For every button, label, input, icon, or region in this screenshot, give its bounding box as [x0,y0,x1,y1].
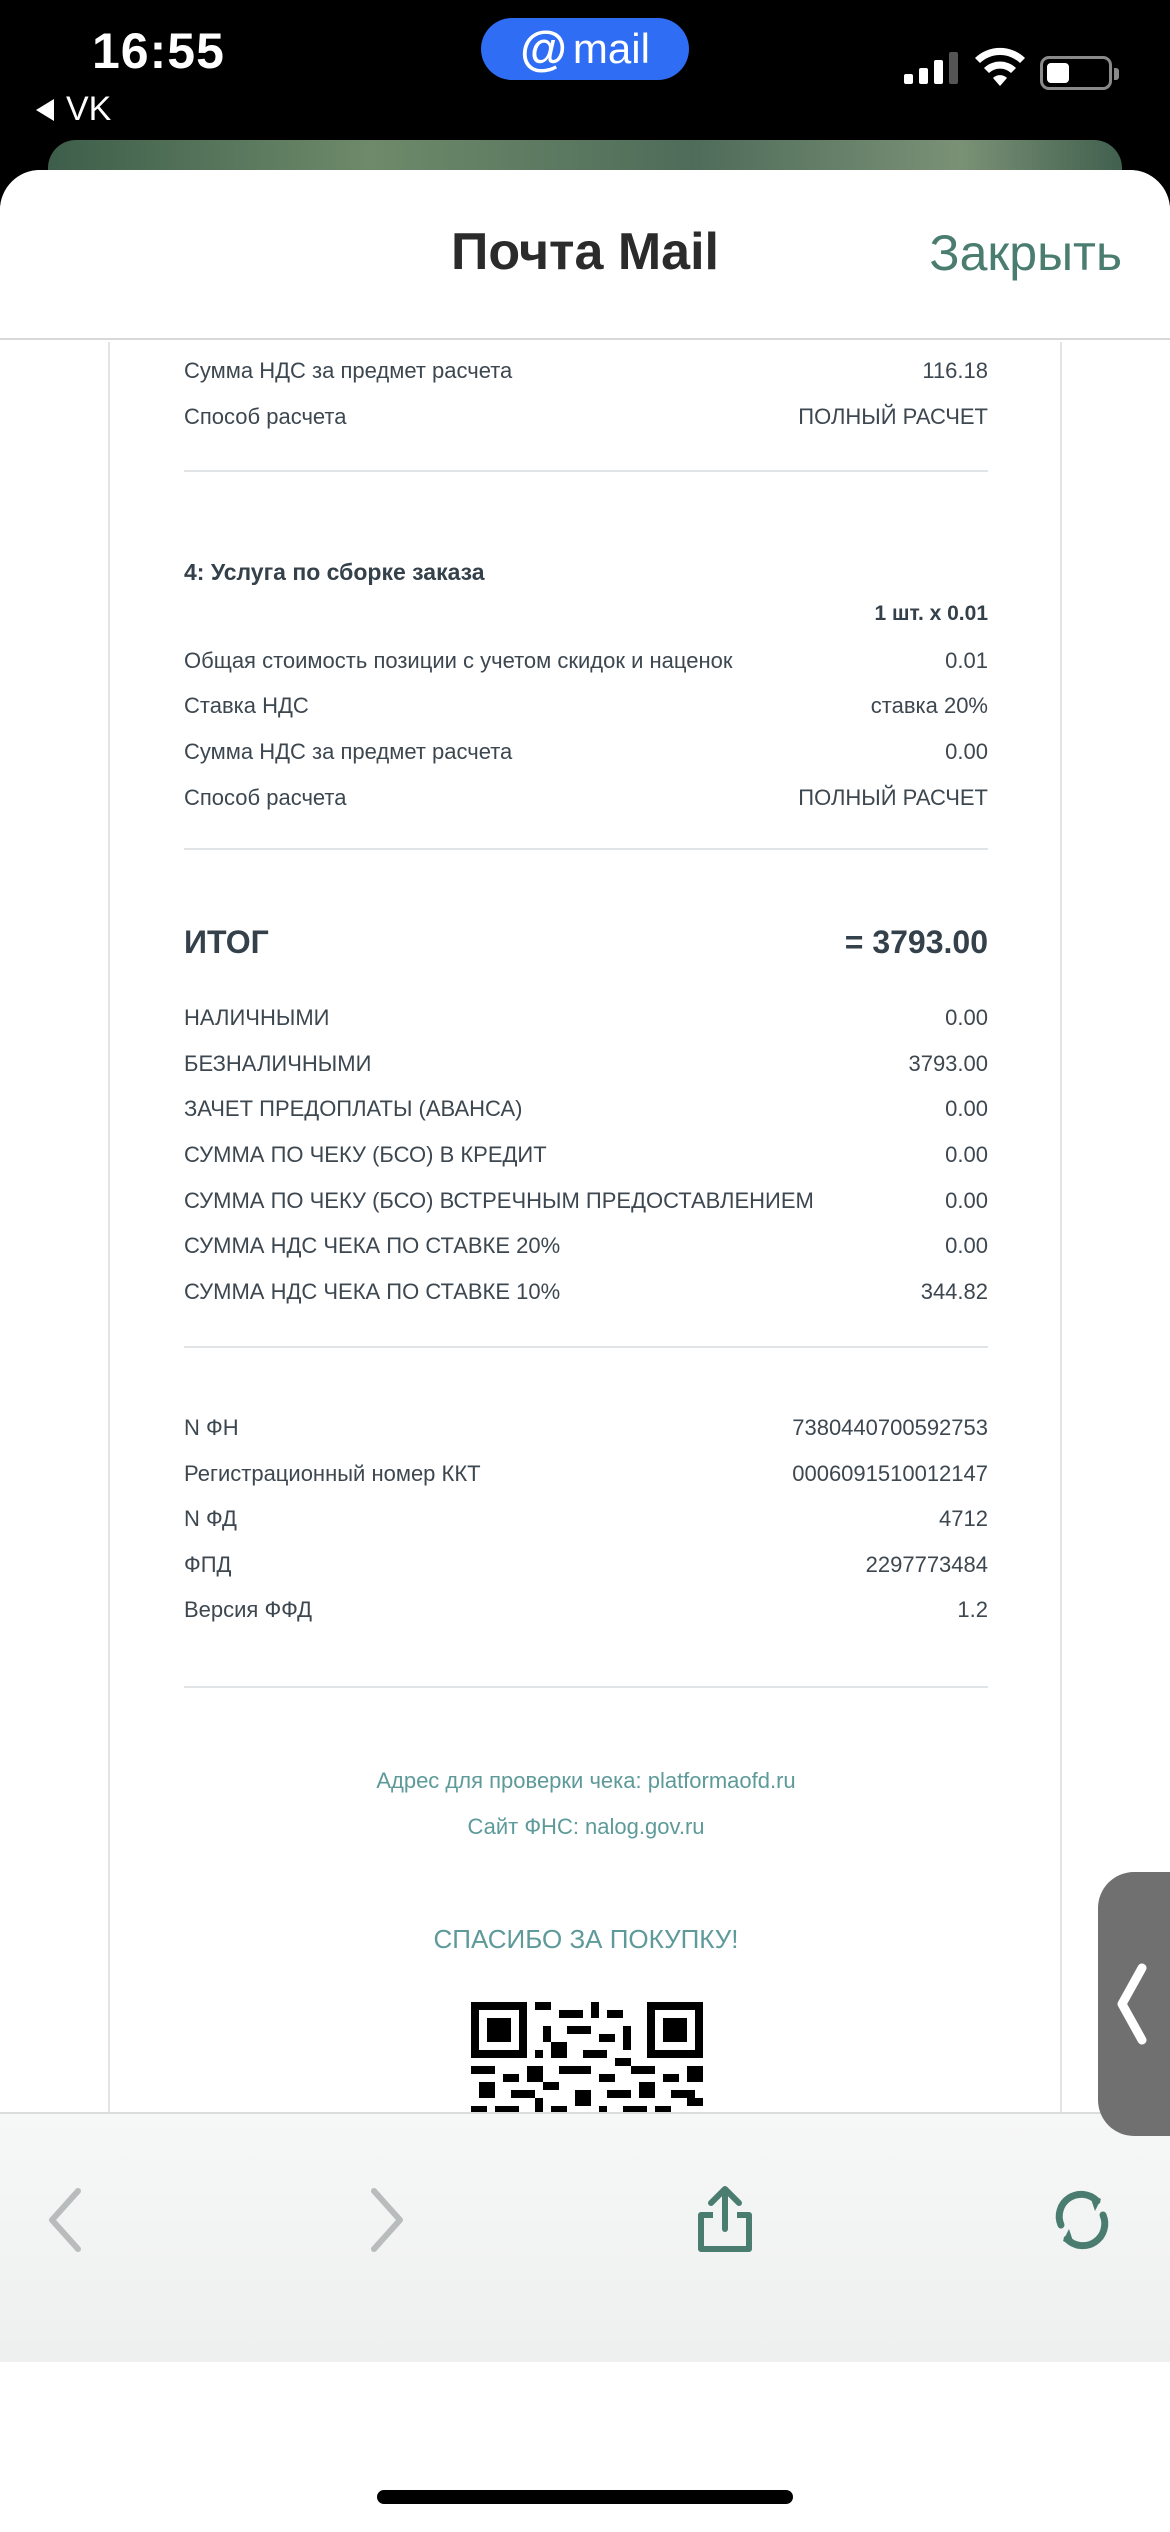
mail-pill-label: mail [572,25,650,72]
receipt-row [184,646,988,676]
row-label: Сумма НДС за предмет расчета [184,358,513,383]
row-value: 1.2 [957,1597,988,1622]
row-label: Регистрационный номер ККТ [184,1461,481,1486]
row-value: 4712 [939,1506,988,1531]
bottom-toolbar [0,2112,1170,2362]
chevron-left-icon [1110,1962,1154,2046]
row-value: 116.18 [922,358,988,383]
row-label: СУММА ПО ЧЕКУ (БСО) ВСТРЕЧНЫМ ПРЕДОСТАВЛЕНИЕМ [184,1188,814,1213]
row-label: БЕЗНАЛИЧНЫМИ [184,1051,372,1076]
divider [184,470,988,472]
row-value: 0.01 [945,648,988,673]
fiscal-row [184,1595,988,1625]
row-value: 3793.00 [908,1051,988,1076]
receipt-row [184,356,988,386]
total-value: = 3793.00 [844,924,988,960]
back-triangle-icon [36,99,54,121]
row-value: 0.00 [945,1188,988,1213]
payment-row [184,1049,988,1079]
fiscal-row [184,1550,988,1580]
sheet-title: Почта Mail [451,223,719,281]
total-row [184,924,988,961]
row-value: ПОЛНЫЙ РАСЧЕТ [798,404,988,429]
side-panel-handle[interactable] [1098,1872,1170,2136]
item-quantity: 1 шт. x 0.01 [874,602,988,625]
thanks-message: СПАСИБО ЗА ПОКУПКУ! [433,1924,739,1954]
close-button[interactable]: Закрыть [929,225,1122,281]
row-label: Сумма НДС за предмет расчета [184,739,513,764]
row-label: СУММА НДС ЧЕКА ПО СТАВКЕ 20% [184,1233,561,1258]
fiscal-row [184,1459,988,1489]
row-label: Версия ФФД [184,1597,313,1622]
fiscal-row [184,1413,988,1443]
row-value: 0.00 [945,739,988,764]
row-value: 0006091510012147 [792,1461,988,1486]
row-label: Общая стоимость позиции с учетом скидок и наценок [184,648,733,673]
battery-icon [1040,56,1112,90]
row-label: Способ расчета [184,785,347,810]
receipt-body [108,342,1062,2282]
check-address-link[interactable]: Адрес для проверки чека: platformaofd.ru [376,1768,796,1793]
row-label: СУММА ПО ЧЕКУ (БСО) В КРЕДИТ [184,1142,547,1167]
forward-button[interactable] [344,2180,424,2260]
back-app-label: VK [66,90,112,128]
share-button[interactable] [685,2180,765,2260]
payment-row [184,1094,988,1124]
row-value: 0.00 [945,1096,988,1121]
receipt-row [184,691,988,721]
payment-row [184,1277,988,1307]
payment-row [184,1231,988,1261]
refresh-button[interactable] [1042,2180,1122,2260]
sheet-header [0,170,1170,340]
row-label: N ФД [184,1506,237,1531]
row-label: Ставка НДС [184,693,309,718]
receipt-row [184,737,988,767]
payment-row [184,1140,988,1170]
fns-site-link[interactable]: Сайт ФНС: nalog.gov.ru [467,1814,705,1839]
divider [184,848,988,850]
item-title: 4: Услуга по сборке заказа [184,559,485,585]
total-label: ИТОГ [184,924,269,960]
chevron-left-icon [38,2185,98,2255]
receipt-row [184,402,988,432]
row-label: Способ расчета [184,404,347,429]
chevron-right-icon [354,2185,414,2255]
row-label: ФПД [184,1552,232,1577]
receipt-scroll-area[interactable] [0,342,1170,2282]
home-indicator [377,2490,793,2504]
row-label: N ФН [184,1415,239,1440]
row-value: ПОЛНЫЙ РАСЧЕТ [798,785,988,810]
row-label: ЗАЧЕТ ПРЕДОПЛАТЫ (АВАНСА) [184,1096,523,1121]
payment-row [184,1186,988,1216]
mail-sheet [0,170,1170,2532]
row-value: 344.82 [920,1279,988,1304]
row-value: 0.00 [945,1233,988,1258]
divider [184,1346,988,1348]
back-button[interactable] [28,2180,108,2260]
at-sign: @ [520,22,567,76]
fiscal-row [184,1504,988,1534]
row-label: СУММА НДС ЧЕКА ПО СТАВКЕ 10% [184,1279,561,1304]
row-value: 7380440700592753 [792,1415,988,1440]
row-value: 0.00 [945,1005,988,1030]
refresh-icon [1049,2187,1115,2253]
row-value: 2297773484 [865,1552,988,1577]
row-value: ставка 20% [870,693,988,718]
receipt-row [184,783,988,813]
payment-row [184,1003,988,1033]
row-value: 0.00 [945,1142,988,1167]
divider [184,1686,988,1688]
mail-app-pill[interactable] [481,18,689,80]
status-time: 16:55 [92,23,225,79]
row-label: НАЛИЧНЫМИ [184,1005,330,1030]
share-icon [693,2185,757,2255]
cellular-signal-icon [904,52,958,84]
back-to-app-button[interactable] [36,90,111,129]
wifi-icon [972,46,1028,90]
